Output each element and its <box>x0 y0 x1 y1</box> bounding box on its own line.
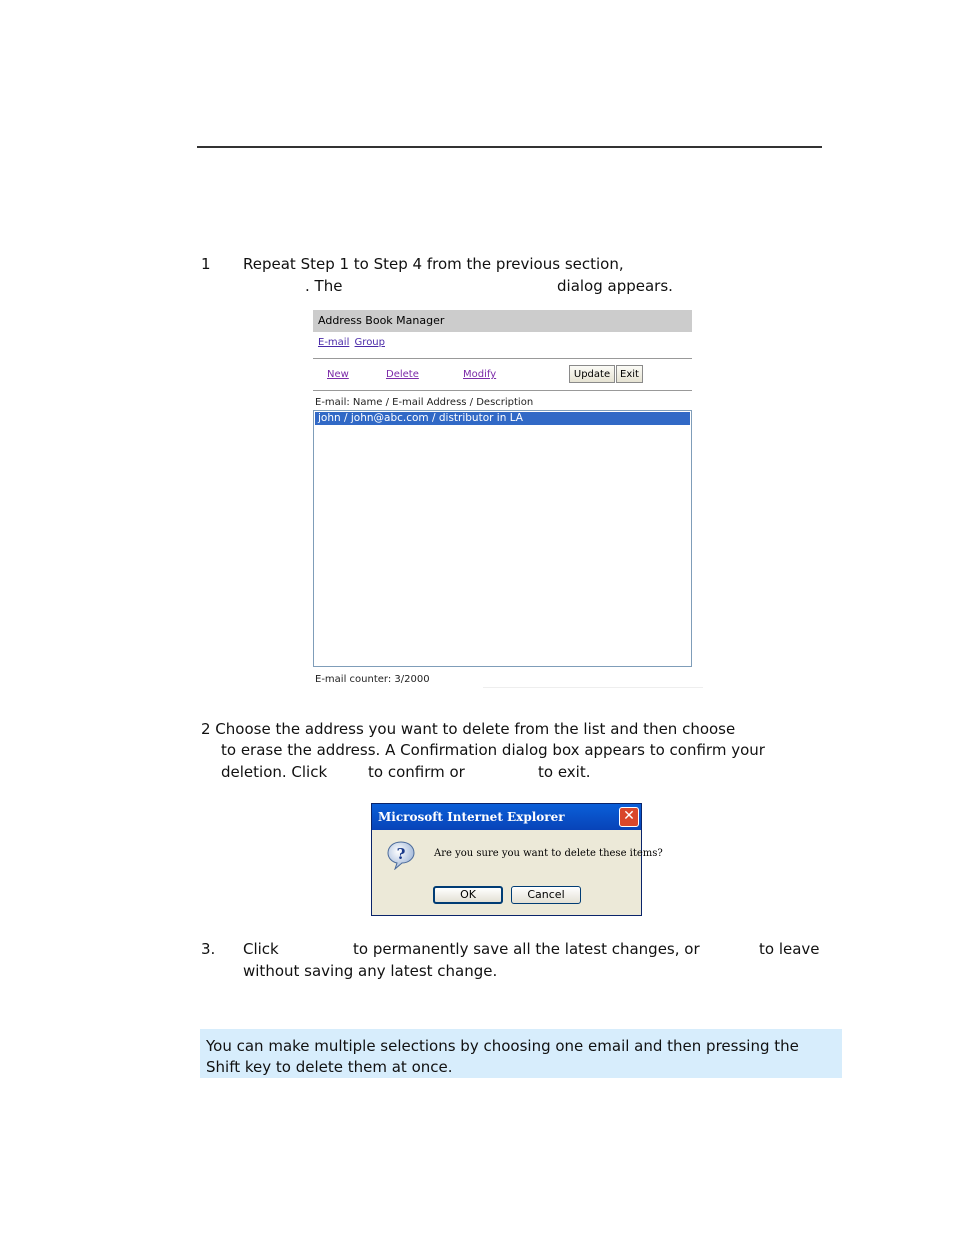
step-3-text-c: to leave <box>759 940 820 958</box>
note-box <box>200 1029 842 1078</box>
address-book-manager <box>313 310 693 690</box>
dialog-message: Are you sure you want to delete these items? <box>434 848 663 859</box>
confirm-dialog <box>371 803 663 916</box>
cancel-button[interactable]: Cancel <box>511 886 581 904</box>
list-item[interactable]: john / john@abc.com / distributor in LA <box>315 412 690 425</box>
step-2-text-b: to confirm or <box>368 763 465 781</box>
step-3-text-a: Click <box>243 940 279 958</box>
step-2-text: 2 Choose the address you want to delete from the list and then choose <box>201 720 736 738</box>
modify-link[interactable]: Modify <box>463 369 497 380</box>
close-icon[interactable]: ✕ <box>619 807 639 827</box>
address-book-tabs <box>318 337 387 348</box>
step-2-text-c: to exit. <box>538 763 591 781</box>
update-button[interactable]: Update <box>569 365 615 383</box>
divider <box>313 358 692 359</box>
divider <box>313 390 692 391</box>
new-link[interactable]: New <box>327 369 349 380</box>
step-3-text-cont: without saving any latest change. <box>243 962 498 980</box>
delete-link[interactable]: Delete <box>386 369 419 380</box>
step-1-text-end: dialog appears. <box>557 277 673 295</box>
step-1-text: Repeat Step 1 to Step 4 from the previous section, <box>243 255 624 273</box>
header-rule <box>197 146 822 148</box>
note-text <box>206 1036 799 1078</box>
step-2-text-a: deletion. Click <box>221 763 328 781</box>
question-icon <box>386 840 416 870</box>
step-1-text-cont: . The <box>305 277 343 295</box>
dialog-title: Microsoft Internet Explorer <box>372 804 641 830</box>
email-list[interactable] <box>313 410 692 667</box>
step-2-text-cont: to erase the address. A Confirmation dialog box appears to confirm your <box>221 741 765 759</box>
address-book-title: Address Book Manager <box>313 310 692 332</box>
tab-email[interactable]: E-mail <box>318 337 350 348</box>
note-line-1: You can make multiple selections by choosing one email and then pressing the <box>206 1037 799 1055</box>
exit-button[interactable]: Exit <box>616 365 643 383</box>
svg-text:?: ? <box>396 845 406 863</box>
note-line-2: Shift key to delete them at once. <box>206 1058 453 1076</box>
step-1-number: 1 <box>201 255 211 273</box>
tab-group[interactable]: Group <box>354 337 385 348</box>
list-label: E-mail: Name / E-mail Address / Description <box>315 397 534 408</box>
divider <box>483 687 703 688</box>
step-3-text-b: to permanently save all the latest changes, or <box>353 940 700 958</box>
ok-button[interactable]: OK <box>433 886 503 904</box>
step-3-number: 3. <box>201 940 216 958</box>
email-counter: E-mail counter: 3/2000 <box>315 674 430 685</box>
